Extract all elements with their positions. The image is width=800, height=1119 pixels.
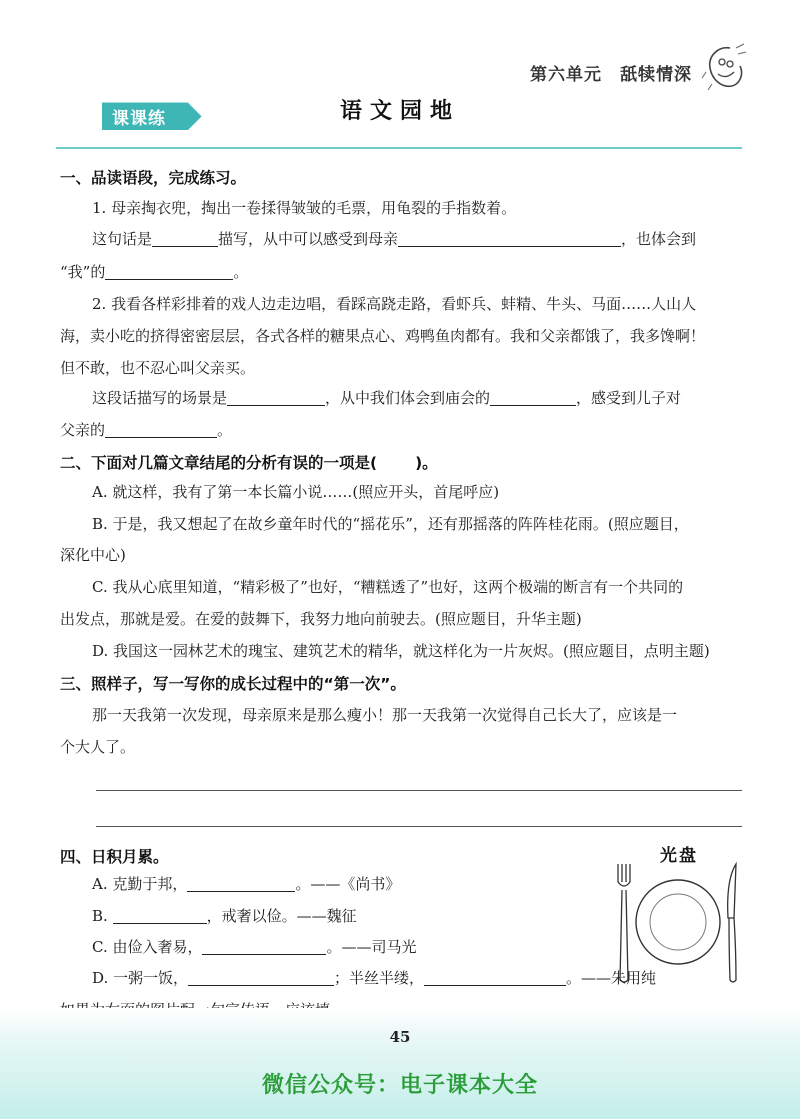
section1-question2-line1 xyxy=(92,388,681,408)
option-a: A. 就这样，我有了第一本长篇小说……(照应开头，首尾呼应) xyxy=(92,483,500,501)
section1-passage2-line1: 2. 我看各样彩排着的戏人边走边唱，看踩高跷走路，看虾兵、蚌精、牛头、马面……人山人 xyxy=(92,295,697,313)
section2-heading-b: )。 xyxy=(415,454,438,472)
section1-question1-line1 xyxy=(92,229,696,249)
mascot-doodle-icon xyxy=(700,42,748,94)
answer-blank[interactable] xyxy=(152,230,218,247)
unit-title: 第六单元 舐犊情深 xyxy=(530,65,692,85)
section1-passage2-line3: 但不敢，也不忍心叫父亲买。 xyxy=(60,359,256,377)
quote-d-post: 。——朱用纯 xyxy=(566,969,657,987)
section3-heading: 三、照样子，写一写你的成长过程中的“第一次”。 xyxy=(60,675,406,693)
q1-text-a: 这句话是 xyxy=(92,230,153,248)
quote-a-post: 。——《尚书》 xyxy=(295,875,401,893)
page-title: 语文园地 xyxy=(339,98,460,124)
quote-b-pre: B. xyxy=(92,907,113,925)
option-b-line1: B. 于是，我又想起了在故乡童年时代的“摇花乐”，还有那摇落的阵阵桂花雨。(照应题目， xyxy=(92,515,689,533)
section2-heading-a: 二、下面对几篇文章结尾的分析有误的一项是( xyxy=(60,454,378,472)
section4-heading: 四、日积月累。 xyxy=(60,848,169,866)
knife-icon xyxy=(728,864,736,982)
q2-text-e: 。 xyxy=(217,421,233,439)
lesson-tag-label: 课课练 xyxy=(112,109,166,129)
answer-blank[interactable] xyxy=(113,907,207,924)
answer-blank[interactable] xyxy=(227,389,325,406)
fork-icon xyxy=(618,864,630,982)
quote-d xyxy=(92,968,656,988)
q2-text-b: ，从中我们体会到庙会的 xyxy=(325,389,491,407)
section1-question1-line2 xyxy=(60,262,248,282)
answer-blank[interactable] xyxy=(424,969,566,986)
page-number: 45 xyxy=(389,1028,411,1046)
answer-blank[interactable] xyxy=(398,230,621,247)
answer-blank[interactable] xyxy=(105,263,233,280)
quote-a-pre: A. 克勤于邦， xyxy=(92,875,188,893)
footer-band xyxy=(0,1008,800,1119)
section1-question2-line2 xyxy=(60,420,232,440)
section2-heading xyxy=(60,451,438,473)
option-c-line2: 出发点，那就是爱。在爱的鼓舞下，我努力地向前驶去。(照应题目，升华主题) xyxy=(60,610,582,628)
answer-blank[interactable] xyxy=(105,421,217,438)
watermark: 微信公众号：电子课本大全 xyxy=(261,1073,538,1098)
q1-text-b: 描写，从中可以感受到母亲 xyxy=(218,230,399,248)
q1-text-d: “我”的 xyxy=(60,263,106,281)
option-b-line2: 深化中心) xyxy=(60,546,126,564)
q2-text-d: 父亲的 xyxy=(60,421,106,439)
answer-blank[interactable] xyxy=(187,875,295,892)
quote-d-mid: ；半丝半缕， xyxy=(334,969,425,987)
plate-icon xyxy=(636,880,720,964)
quote-a xyxy=(92,874,400,894)
answer-blank[interactable] xyxy=(490,389,576,406)
q2-text-a: 这段话描写的场景是 xyxy=(92,389,228,407)
answer-blank[interactable] xyxy=(188,969,334,986)
writing-line[interactable] xyxy=(96,826,742,827)
quote-c xyxy=(92,937,417,957)
section3-example-line2: 个大人了。 xyxy=(60,738,136,756)
quote-c-post: 。——司马光 xyxy=(326,938,417,956)
section1-passage2-line2: 海，卖小吃的挤得密密层层，各式各样的糖果点心、鸡鸭鱼肉都有。我和父亲都饿了，我多馋啊！ xyxy=(60,327,706,345)
q2-text-c: ，感受到儿子对 xyxy=(576,389,682,407)
section1-heading: 一、品读语段，完成练习。 xyxy=(60,169,247,187)
quote-b-post: ，戒奢以俭。——魏征 xyxy=(206,907,357,925)
quote-c-pre: C. 由俭入奢易， xyxy=(92,938,203,956)
q1-text-c: ，也体会到 xyxy=(621,230,697,248)
answer-blank[interactable] xyxy=(202,938,326,955)
option-c-line1: C. 我从心底里知道，“精彩极了”也好，“糟糕透了”也好，这两个极端的断言有一个共同的 xyxy=(92,578,684,596)
quote-b xyxy=(92,906,357,926)
clean-plate-illustration xyxy=(608,860,748,988)
header-divider xyxy=(56,147,742,149)
section1-passage1: 1. 母亲掏衣兜，掏出一卷揉得皱皱的毛票，用龟裂的手指数着。 xyxy=(92,199,517,217)
q1-text-e: 。 xyxy=(233,263,249,281)
quote-d-pre: D. 一粥一饭， xyxy=(92,969,189,987)
section3-example-line1: 那一天我第一次发现，母亲原来是那么瘦小！那一天我第一次觉得自己长大了，应该是一 xyxy=(92,706,678,724)
writing-line[interactable] xyxy=(96,790,742,791)
plate-image-label: 光盘 xyxy=(660,846,698,866)
option-d: D. 我国这一园林艺术的瑰宝、建筑艺术的精华，就这样化为一片灰烬。(照应题目，点明主题) xyxy=(92,642,710,660)
